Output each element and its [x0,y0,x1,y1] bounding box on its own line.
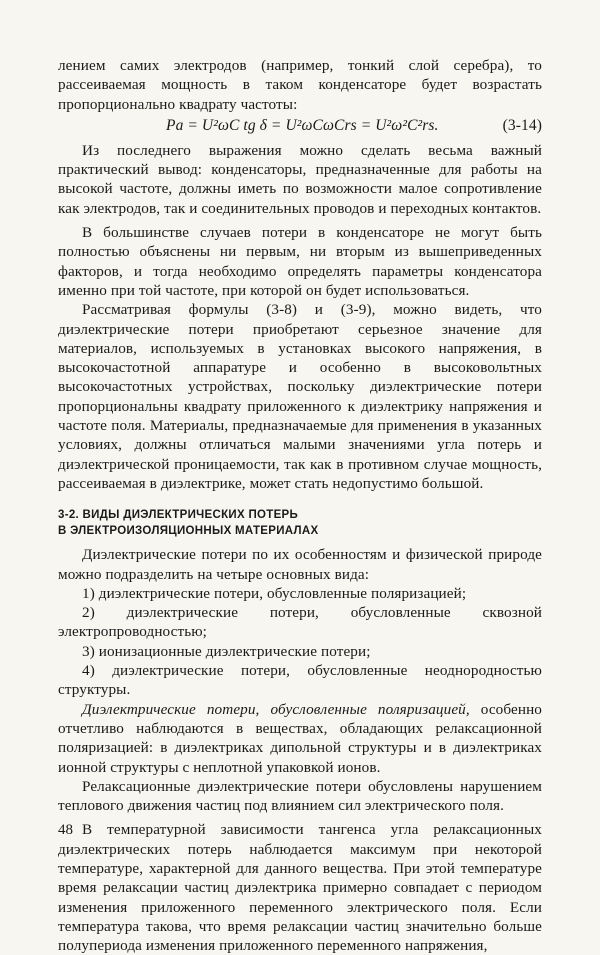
formula-expression: Pa = U²ωC tg δ = U²ωCωCrs = U²ω²C²rs. [166,116,439,134]
list-item: 1) диэлектрические потери, обусловленные поляризацией; [82,584,467,602]
paragraph-5: Диэлектрические потери по их особенностям и физической природе можно подразделить на четыре основных вида: [58,546,542,583]
section-heading-line-2: В ЭЛЕКТРОИЗОЛЯЦИОННЫХ МАТЕРИАЛАХ [58,525,319,538]
italic-term: Диэлектрические потери, обусловленные поляризацией, [82,700,470,718]
list-item: 2) диэлектрические потери, обусловленные сквозной электропроводностью; [58,604,542,641]
list-item: 3) ионизационные диэлектрические потери; [82,642,371,660]
section-heading [58,507,542,539]
page-body [58,56,542,955]
paragraph-3: В большинстве случаев потери в конденсаторе не могут быть полностью объяснены ни первым, ни вторым из вышеприведенных факторов, и тогда необходимо определять параметры конденсатора именно при той частоте, при которой он будет использоваться. [58,224,542,299]
paragraph-1: лением самих электродов (например, тонкий слой серебра), то рассеиваемая мощность в таком конденсаторе будет возрастать пропорционально квадрату частоты: [58,57,542,113]
paragraph-2: Из последнего выражения можно сделать весьма важный практический вывод: конденсаторы, предназначенные для работы на высокой частоте, должны иметь по возможности малое сопротивление как электродов, так и соединительных проводов и переходных контактов. [58,141,542,217]
list-item: 4) диэлектрические потери, обусловленные неоднородностью структуры. [58,662,542,699]
paragraph-7: Релаксационные диэлектрические потери обусловлены нарушением теплового движения частиц под влиянием сил электрического поля. [58,777,542,815]
paragraph-6 [58,700,542,777]
page-number: 48 [58,822,73,838]
formula-number: (3-14) [502,116,542,134]
paragraph-6-text: особенно отчетливо наблюдаются в веществах, обладающих релаксационной поляризацией: в диэлектриках дипольной структуры и в диэлектриках ионной структуры с неплотной упаковкой ионов. [58,700,542,776]
paragraph-8: В температурной зависимости тангенса угла релаксационных диэлектрических потерь наблюдается максимум при некоторой температуре, характерной для данного вещества. При этой температуре время релаксации частиц диэлектрика примерно совпадает с периодом изменения приложенного переменного электрического поля. Если температура такова, что время релаксации частиц значительно больше полупериода изменения приложенного переменного напряжения, [58,821,542,955]
section-heading-line-1: 3-2. ВИДЫ ДИЭЛЕКТРИЧЕСКИХ ПОТЕРЬ [58,509,299,522]
paragraph-4: Рассматривая формулы (3-8) и (3-9), можно видеть, что диэлектрические потери приобретают серьезное значение для материалов, используемых в установках высокого напряжения, в высокочастотной аппаратуре и особенно в высоковольтных высокочастотных устройствах, поскольку диэлектрические потери пропорциональны квадрату приложенного к диэлектрику напряжения и частоте поля. Материалы, предназначаемые для применения в указанных условиях, должны отличаться малыми значениями угла потерь и диэлектрической проницаемости, так как в противном случае мощность, рассеиваемая в диэлектрике, может стать недопустимо большой. [58,301,542,492]
formula-3-14 [58,115,542,137]
